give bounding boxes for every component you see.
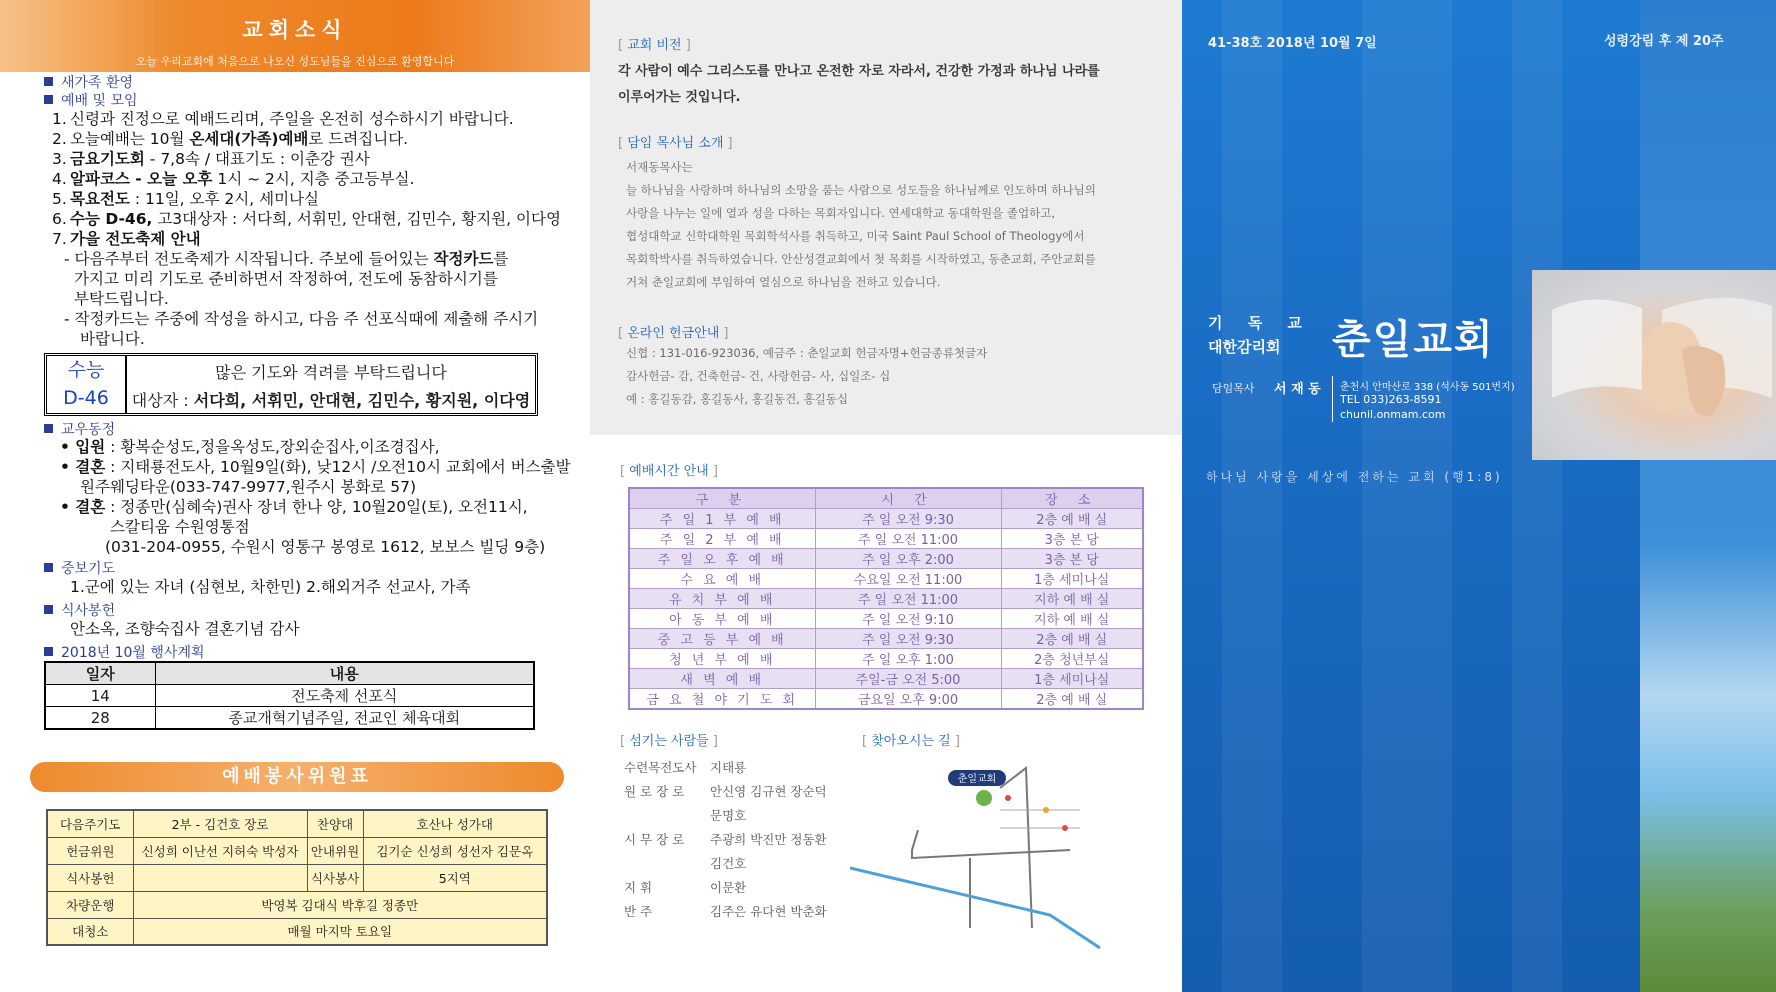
people-names: 이문환 (710, 880, 747, 895)
service-cell: 1층 세미나실 (1001, 669, 1143, 689)
online-tag: [ 온라인 헌금안내 ] (618, 326, 729, 341)
member-detail: : 지태룡전도사, 10월9일(화), 낮12시 /오전10시 교회에서 버스출발 (105, 458, 571, 476)
service-cell: 2층 예 배 실 (1001, 689, 1143, 710)
people-names: 김주은 유다현 박춘화 (710, 904, 827, 919)
people-names: 문명호 (710, 808, 747, 823)
pastor-tag: [ 담임 목사님 소개 ] (618, 136, 733, 151)
festival-line-3: 부탁드립니다. (74, 290, 169, 308)
item-emphasis: 금요기도회 (70, 150, 145, 168)
section-meal: 식사봉헌 (44, 600, 115, 620)
member-line (80, 477, 416, 497)
member-type: • 결혼 (60, 458, 106, 476)
service-cell: 주 일 오전 9:30 (815, 629, 1001, 649)
list-item (52, 149, 370, 169)
duty-cell (133, 864, 307, 891)
table-row (629, 629, 1143, 649)
plan-cell: 전도축제 선포식 (155, 685, 534, 707)
member-type: • 결혼 (60, 498, 106, 516)
praying-hands-photo (1532, 270, 1776, 460)
table-row (47, 864, 547, 891)
service-cell: 2층 청년부실 (1001, 649, 1143, 669)
duty-cell: 호산나 성가대 (363, 810, 547, 837)
divider (1332, 376, 1333, 422)
service-cell: 주 일 오전 9:10 (815, 609, 1001, 629)
service-cell: 수요일 오전 11:00 (815, 569, 1001, 589)
item-emphasis: 가을 전도축제 안내 (70, 230, 201, 248)
people-names: 안신영 김규현 장순덕 (710, 784, 827, 799)
plan-cell: 종교개혁기념주일, 전교인 체육대회 (155, 707, 534, 730)
duty-cell: 안내위원 (307, 837, 363, 864)
table-row (629, 689, 1143, 710)
item-number: 2. (52, 130, 67, 148)
plan-head-content: 내용 (155, 662, 534, 685)
service-cell: 주 일 오전 11:00 (815, 529, 1001, 549)
pastor-label: 담임목사 (1212, 382, 1255, 395)
service-head-cell: 장 소 (1001, 488, 1143, 509)
table-row (629, 549, 1143, 569)
member-detail: : 정종만(심혜숙)권사 장녀 한나 양, 10월20일(토), 오전11시, (105, 498, 528, 516)
service-cell: 주 일 오후 1:00 (815, 649, 1001, 669)
item-number: 5. (52, 190, 67, 208)
pastor-name: 서 재 동 (1274, 382, 1321, 397)
news-panel (0, 0, 590, 992)
item-number: 1. (52, 110, 67, 128)
item-number: 7. (52, 230, 67, 248)
people-row (624, 830, 827, 848)
service-head-cell: 구 분 (629, 488, 815, 509)
pastor-line: 협성대학교 신학대학원 목회학석사를 취득하고, 미국 Saint Paul School of Theology에서 (626, 229, 1085, 243)
service-head-cell: 시 간 (815, 488, 1001, 509)
praying-hands-icon (1532, 270, 1776, 460)
suneung-label: 수능 D-46 (47, 356, 127, 413)
festival-line-4: - 작정카드는 주중에 작성을 하시고, 다음 주 선포식때에 제출해 주시기 (64, 310, 539, 328)
pastor-line: 서재동목사는 (626, 160, 693, 174)
service-cell: 중 고 등 부 예 배 (629, 629, 815, 649)
service-cell: 주 일 2 부 예 배 (629, 529, 815, 549)
service-cell: 금요일 오후 9:00 (815, 689, 1001, 710)
suneung-targets: 대상자 : 서다희, 서휘민, 안대현, 김민수, 황지원, 이다영 (131, 391, 531, 410)
service-cell: 아 동 부 예 배 (629, 609, 815, 629)
list-item (52, 189, 319, 209)
liturgical-season: 성령강림 후 제 20주 (1604, 34, 1724, 49)
suneung-request: 많은 기도와 격려를 부탁드립니다 (215, 363, 447, 382)
table-row (629, 609, 1143, 629)
member-line (60, 497, 528, 517)
online-line: 신협 : 131-016-923036, 예금주 : 춘일교회 헌금자명+헌금종류첫글자 (626, 346, 988, 360)
people-names: 지태룡 (710, 760, 747, 775)
service-cell: 주 일 오후 2:00 (815, 549, 1001, 569)
pastor-line: 목회학박사를 취득하였습니다. 안산성결교회에서 첫 목회를 시작하였고, 동춘교회, 주안교회를 (626, 252, 1096, 266)
cover-panel (1182, 0, 1776, 992)
people-role: 반 주 (624, 904, 653, 919)
member-type: • 입원 (60, 438, 106, 456)
table-row (629, 529, 1143, 549)
meal-line: 안소옥, 조향숙집사 결혼기념 감사 (70, 620, 300, 638)
cover-stripe (1362, 0, 1452, 992)
festival-line-2: 가지고 미리 기도로 준비하면서 작정하여, 전도에 동참하시기를 (74, 270, 498, 288)
service-cell: 주 일 오전 9:30 (815, 509, 1001, 529)
service-table (628, 487, 1144, 710)
table-row (629, 589, 1143, 609)
directions-map (850, 750, 1170, 970)
cover-sky-image (1640, 0, 1776, 992)
festival-line-1: - 다음주부터 전도축제가 시작됩니다. 주보에 들어있는 작정카드를 (64, 250, 509, 268)
table-row (629, 569, 1143, 589)
duty-cell: 5지역 (363, 864, 547, 891)
item-text: 1시 ~ 2시, 지층 중고등부실. (212, 170, 415, 188)
vision-line-2: 이루어가는 것입니다. (618, 90, 741, 105)
pastor-line: 사랑을 나누는 일에 열과 성을 다하는 목회자입니다. 연세대학교 동대학원을 졸업하고, (626, 206, 1056, 220)
service-cell: 2층 예 배 실 (1001, 629, 1143, 649)
member-line (110, 517, 250, 537)
duty-cell: 차량운행 (47, 891, 133, 918)
duty-cell: 매월 마지막 토요일 (133, 918, 547, 945)
pastor-line: 거쳐 춘일교회에 부임하여 열심으로 하나님을 전하고 있습니다. (626, 275, 941, 289)
item-text: - 7,8속 / 대표기도 : 이춘강 권사 (144, 150, 370, 168)
service-cell: 주 일 오전 11:00 (815, 589, 1001, 609)
list-item (52, 209, 561, 229)
vision-line-1: 각 사람이 예수 그리스도를 만나고 온전한 자로 자라서, 건강한 가정과 하나님 나라를 (618, 64, 1100, 79)
item-text: 오늘예배는 10월 (70, 130, 190, 148)
people-tag: [ 섬기는 사람들 ] (620, 734, 718, 749)
service-cell: 새 벽 예 배 (629, 669, 815, 689)
pastor-line: 늘 하나님을 사랑하며 하나님의 소망을 품는 사람으로 성도들을 하나님께로 인도하며 하나님의 (626, 183, 1096, 197)
list-item (52, 229, 201, 249)
section-members: 교우동정 (44, 419, 115, 439)
people-role: 수련목전도사 (624, 760, 697, 775)
service-cell: 유 치 부 예 배 (629, 589, 815, 609)
service-cell: 청 년 부 예 배 (629, 649, 815, 669)
people-row (624, 854, 746, 872)
list-item (52, 109, 514, 129)
church-pin-icon (976, 790, 992, 806)
service-cell: 주 일 1 부 예 배 (629, 509, 815, 529)
service-cell: 2층 예 배 실 (1001, 509, 1143, 529)
item-text: 고3대상자 : 서다희, 서휘민, 안대현, 김민수, 황지원, 이다영 (152, 210, 561, 228)
church-motto: 하나님 사랑을 세상에 전하는 교회 (행1:8) (1206, 470, 1503, 484)
church-name: 춘일교회 (1332, 317, 1495, 363)
map-tag: [ 찾아오시는 길 ] (862, 734, 960, 749)
duty-cell: 다음주기도 (47, 810, 133, 837)
prayer-line: 1.군에 있는 자녀 (심현보, 차한민) 2.해외거주 선교사, 가족 (70, 578, 471, 596)
service-cell: 지하 예 배 실 (1001, 589, 1143, 609)
list-item (52, 129, 408, 149)
member-line (60, 457, 571, 477)
plan-cell: 14 (45, 685, 155, 707)
people-row (624, 806, 746, 824)
issue-number: 41-38호 2018년 10월 7일 (1208, 36, 1377, 51)
table-row (47, 810, 547, 837)
event-plan-table (44, 661, 535, 730)
vision-tag: [ 교회 비전 ] (618, 38, 691, 53)
service-tag: [ 예배시간 안내 ] (620, 464, 718, 479)
member-line (105, 537, 545, 557)
service-cell: 3층 본 당 (1001, 549, 1143, 569)
news-title: 교회소식 (242, 18, 348, 42)
people-role: 원 로 장 로 (624, 784, 685, 799)
item-emphasis: 온세대(가족)예배 (189, 130, 309, 148)
duty-table (46, 809, 548, 946)
cover-stripe (1512, 0, 1562, 992)
member-detail: 원주웨딩타운(033-747-9977,원주시 봉화로 57) (80, 478, 417, 496)
people-row (624, 782, 827, 800)
cover-stripe (1222, 0, 1282, 992)
duty-cell: 찬양대 (307, 810, 363, 837)
people-role: 지 휘 (624, 880, 653, 895)
online-line: 예 : 홍길동감, 홍길동사, 홍길동건, 홍길동십 (626, 392, 848, 406)
section-prayer: 중보기도 (44, 558, 115, 578)
table-row (629, 669, 1143, 689)
plan-head-date: 일자 (45, 662, 155, 685)
denomination-2: 대한감리회 (1208, 338, 1281, 356)
table-row (629, 649, 1143, 669)
service-cell: 수 요 예 배 (629, 569, 815, 589)
denomination-1: 기 독 교 (1208, 314, 1312, 332)
service-cell: 지하 예 배 실 (1001, 609, 1143, 629)
service-cell: 주일-금 오전 5:00 (815, 669, 1001, 689)
online-line: 감사헌금- 감, 건축헌금- 건, 사랑헌금- 사, 십일조- 십 (626, 369, 891, 383)
church-website: chunil.onmam.com (1340, 408, 1446, 421)
item-text: 신령과 진정으로 예배드리며, 주일을 온전히 성수하시기 바랍니다. (70, 110, 514, 128)
item-emphasis: 알파코스 - 오늘 오후 (70, 170, 213, 188)
item-emphasis: 목요전도 (70, 190, 130, 208)
item-text: 로 드려집니다. (308, 130, 409, 148)
map-church-label: 춘일교회 (957, 774, 997, 785)
people-names: 주광희 박진만 정동환 (710, 832, 827, 847)
member-detail: 스칼티움 수원영통점 (110, 518, 250, 536)
table-header-row (629, 488, 1143, 509)
member-detail: (031-204-0955, 수원시 영통구 봉영로 1612, 보보스 빌딩 9층) (105, 538, 546, 556)
section-worship: 예배 및 모임 (44, 90, 138, 110)
service-cell: 금 요 철 야 기 도 회 (629, 689, 815, 710)
info-panel (590, 0, 1182, 992)
service-cell: 3층 본 당 (1001, 529, 1143, 549)
table-row (45, 707, 534, 730)
item-emphasis: 수능 D-46, (70, 210, 153, 228)
duty-banner: 예배봉사위원표 (30, 762, 564, 792)
service-cell: 주 일 오 후 예 배 (629, 549, 815, 569)
people-names: 김건호 (710, 856, 747, 871)
church-tel: TEL 033)263-8591 (1340, 393, 1442, 406)
duty-cell: 식사봉헌 (47, 864, 133, 891)
section-plan: 2018년 10월 행사계획 (44, 642, 205, 662)
suneung-box (44, 353, 538, 416)
table-row (47, 891, 547, 918)
section-welcome: 새가족 환영 (44, 72, 133, 92)
table-row (47, 837, 547, 864)
people-row (624, 902, 827, 920)
plan-cell: 28 (45, 707, 155, 730)
duty-cell: 대청소 (47, 918, 133, 945)
people-role: 시 무 장 로 (624, 832, 685, 847)
member-line (60, 437, 440, 457)
item-number: 6. (52, 210, 67, 228)
duty-cell: 헌금위원 (47, 837, 133, 864)
table-row (47, 918, 547, 945)
table-row (45, 685, 534, 707)
duty-cell: 박영복 김대식 박후길 정종만 (133, 891, 547, 918)
item-number: 3. (52, 150, 67, 168)
church-address: 춘천시 안마산로 338 (석사동 501번지) (1340, 382, 1515, 393)
duty-cell: 김기순 신성희 성선자 김문옥 (363, 837, 547, 864)
service-cell: 1층 세미나실 (1001, 569, 1143, 589)
list-item (52, 169, 414, 189)
table-row (629, 509, 1143, 529)
member-detail: : 황복순성도,정을옥성도,장외순집사,이조경집사, (105, 438, 440, 456)
news-banner (0, 0, 590, 72)
festival-line-5: 바랍니다. (80, 330, 145, 348)
item-number: 4. (52, 170, 67, 188)
item-text: : 11일, 오후 2시, 세미나실 (129, 190, 319, 208)
duty-cell: 2부 - 김건호 장로 (133, 810, 307, 837)
duty-cell: 신성희 이난선 지허숙 박성자 (133, 837, 307, 864)
people-row (624, 758, 746, 776)
people-row (624, 878, 746, 896)
duty-cell: 식사봉사 (307, 864, 363, 891)
news-subtitle: 오늘 우리교회에 처음으로 나오신 성도님들을 진심으로 환영합니다 (135, 55, 455, 68)
